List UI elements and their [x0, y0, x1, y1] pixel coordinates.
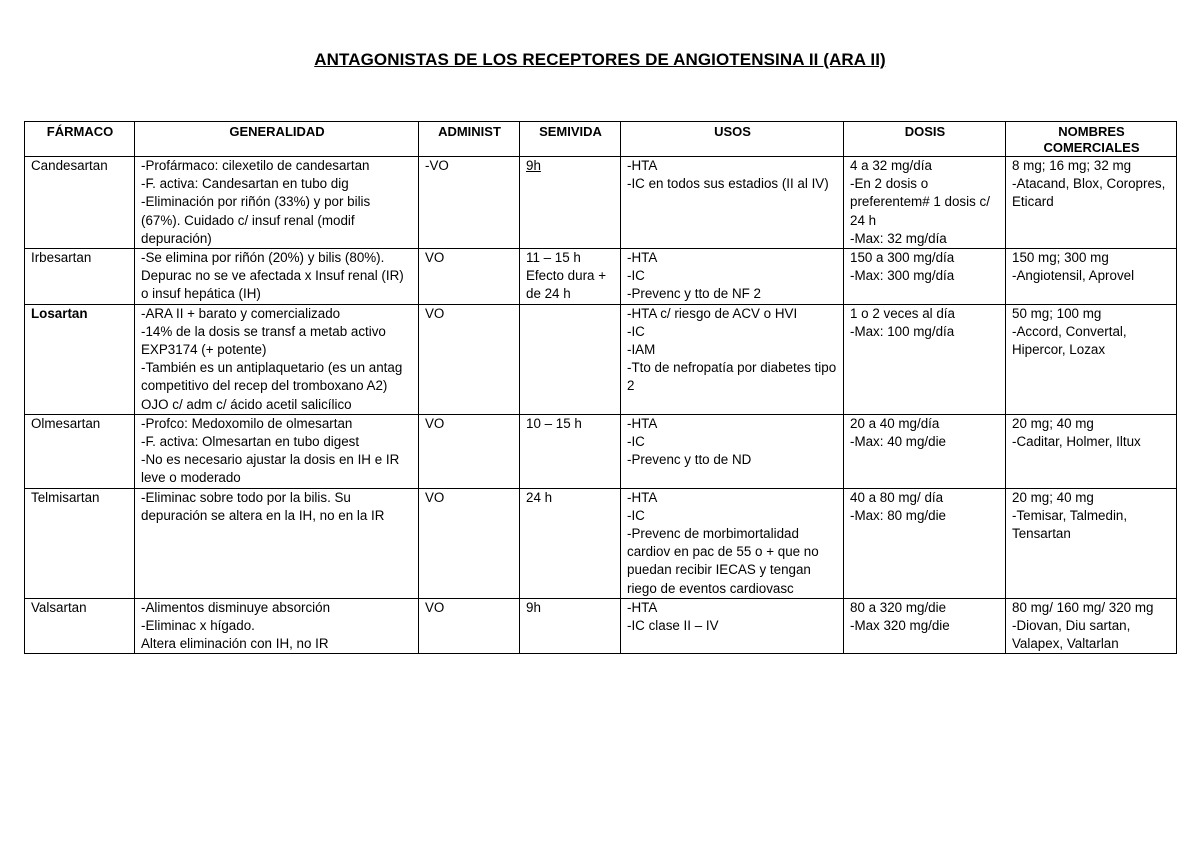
generalidad-text: -Se elimina por riñón (20%) y bilis (80%). Depurac no se ve afectada x Insuf renal (IR) o insuf hepática (IH)	[141, 250, 404, 302]
semivida-text: 10 – 15 h	[526, 415, 582, 431]
table-row	[25, 304, 1177, 414]
generalidad-text: -Profármaco: cilexetilo de candesartan -F. activa: Candesartan en tubo dig -Eliminación por riñón (33%) y por bilis (67%). Cuidado c/ insuf renal (modif depuración)	[141, 158, 371, 246]
usos-text: -HTA c/ riesgo de ACV o HVI -IC -IAM -Tto de nefropatía por diabetes tipo 2	[627, 305, 837, 394]
cell-administ	[419, 414, 520, 488]
generalidad-text: -ARA II + barato y comercializado -14% de la dosis se transf a metab activo EXP3174 (+ potente) -También es un antiplaquetario (es un antag competitivo del recep del tromboxano A2) OJO c/ adm c/ ácido acetil salicílico	[141, 305, 403, 412]
cell-dosis	[844, 157, 1006, 249]
administ-text: VO	[425, 305, 445, 321]
usos-text: -HTA -IC en todos sus estadios (II al IV)	[627, 158, 829, 192]
administ-text: VO	[425, 599, 445, 615]
table-row	[25, 598, 1177, 654]
cell-semivida	[520, 249, 621, 305]
header-generalidad: GENERALIDAD	[135, 122, 419, 157]
cell-administ	[419, 488, 520, 598]
nombres-text: 8 mg; 16 mg; 32 mg -Atacand, Blox, Coropres, Eticard	[1012, 158, 1166, 210]
generalidad-text: -Eliminac sobre todo por la bilis. Su depuración se altera en la IH, no en la IR	[141, 489, 385, 523]
cell-nombres	[1006, 414, 1177, 488]
drug-name: Telmisartan	[31, 489, 100, 505]
dosis-text: 20 a 40 mg/día -Max: 40 mg/die	[850, 415, 947, 450]
cell-semivida	[520, 414, 621, 488]
cell-farmaco	[25, 249, 135, 305]
cell-administ	[419, 304, 520, 414]
usos-text: -HTA -IC -Prevenc y tto de NF 2	[627, 250, 761, 302]
usos-text: -HTA -IC -Prevenc de morbimortalidad cardiov en pac de 55 o + que no puedan recibir IECAS y tengan riego de eventos cardiovasc	[627, 489, 819, 596]
cell-dosis	[844, 598, 1006, 654]
cell-semivida	[520, 157, 621, 249]
table-row	[25, 157, 1177, 249]
ara-ii-table	[24, 121, 1177, 654]
cell-farmaco	[25, 598, 135, 654]
drug-name: Candesartan	[31, 158, 108, 173]
cell-farmaco	[25, 488, 135, 598]
usos-text: -HTA -IC -Prevenc y tto de ND	[627, 415, 752, 468]
cell-generalidad	[135, 157, 419, 249]
header-dosis: DOSIS	[844, 122, 1006, 157]
dosis-text: 40 a 80 mg/ día -Max: 80 mg/die	[850, 489, 947, 523]
drug-name: Olmesartan	[31, 415, 101, 431]
cell-farmaco	[25, 157, 135, 249]
cell-nombres	[1006, 488, 1177, 598]
generalidad-text: -Alimentos disminuye absorción -Eliminac x hígado. Altera eliminación con IH, no IR	[141, 599, 331, 652]
nombres-text: 20 mg; 40 mg -Temisar, Talmedin, Tensartan	[1012, 489, 1128, 542]
cell-dosis	[844, 249, 1006, 305]
cell-generalidad	[135, 249, 419, 305]
nombres-text: 20 mg; 40 mg -Caditar, Holmer, Iltux	[1012, 415, 1141, 450]
cell-generalidad	[135, 488, 419, 598]
cell-semivida	[520, 598, 621, 654]
cell-administ	[419, 157, 520, 249]
cell-nombres	[1006, 157, 1177, 249]
cell-generalidad	[135, 304, 419, 414]
cell-semivida	[520, 304, 621, 414]
drug-name: Losartan	[31, 305, 88, 321]
document-title: ANTAGONISTAS DE LOS RECEPTORES DE ANGIOTENSINA II (ARA II)	[314, 50, 886, 69]
dosis-text: 150 a 300 mg/día -Max: 300 mg/día	[850, 250, 955, 284]
header-semivida: SEMIVIDA	[520, 122, 621, 157]
table-row	[25, 488, 1177, 598]
cell-usos	[621, 414, 844, 488]
cell-dosis	[844, 304, 1006, 414]
nombres-text: 80 mg/ 160 mg/ 320 mg -Diovan, Diu sartan, Valapex, Valtarlan	[1012, 599, 1154, 652]
cell-dosis	[844, 488, 1006, 598]
semivida-text: 9h	[526, 158, 541, 173]
nombres-text: 150 mg; 300 mg -Angiotensil, Aprovel	[1012, 250, 1135, 284]
semivida-text: 24 h	[526, 489, 553, 505]
administ-text: VO	[425, 489, 445, 505]
cell-dosis	[844, 414, 1006, 488]
header-usos: USOS	[621, 122, 844, 157]
header-farmaco: FÁRMACO	[25, 122, 135, 157]
cell-administ	[419, 598, 520, 654]
drug-name: Irbesartan	[31, 250, 92, 266]
dosis-text: 1 o 2 veces al día -Max: 100 mg/día	[850, 305, 955, 339]
cell-nombres	[1006, 249, 1177, 305]
cell-generalidad	[135, 414, 419, 488]
cell-generalidad	[135, 598, 419, 654]
cell-usos	[621, 304, 844, 414]
cell-usos	[621, 249, 844, 305]
administ-text: -VO	[425, 158, 449, 173]
semivida-text: 11 – 15 h Efecto dura + de 24 h	[526, 250, 607, 302]
table-header-row	[25, 122, 1177, 157]
cell-semivida	[520, 488, 621, 598]
cell-farmaco	[25, 414, 135, 488]
cell-administ	[419, 249, 520, 305]
cell-usos	[621, 598, 844, 654]
semivida-text: 9h	[526, 599, 541, 615]
administ-text: VO	[425, 415, 445, 431]
header-nombres-comerciales: NOMBRES COMERCIALES	[1006, 122, 1177, 157]
administ-text: VO	[425, 250, 445, 266]
drug-name: Valsartan	[31, 599, 87, 615]
cell-nombres	[1006, 304, 1177, 414]
table-row	[25, 249, 1177, 305]
header-administ: ADMINIST	[419, 122, 520, 157]
cell-usos	[621, 157, 844, 249]
table-row	[25, 414, 1177, 488]
nombres-text: 50 mg; 100 mg -Accord, Convertal, Hipercor, Lozax	[1012, 305, 1127, 358]
generalidad-text: -Profco: Medoxomilo de olmesartan -F. activa: Olmesartan en tubo digest -No es necesario ajustar la dosis en IH e IR leve o moderado	[141, 415, 400, 486]
cell-farmaco	[25, 304, 135, 414]
cell-nombres	[1006, 598, 1177, 654]
usos-text: -HTA -IC clase II – IV	[627, 599, 719, 634]
dosis-text: 4 a 32 mg/día -En 2 dosis o preferentem# 1 dosis c/ 24 h -Max: 32 mg/día	[850, 158, 990, 246]
dosis-text: 80 a 320 mg/die -Max 320 mg/die	[850, 599, 950, 634]
cell-usos	[621, 488, 844, 598]
